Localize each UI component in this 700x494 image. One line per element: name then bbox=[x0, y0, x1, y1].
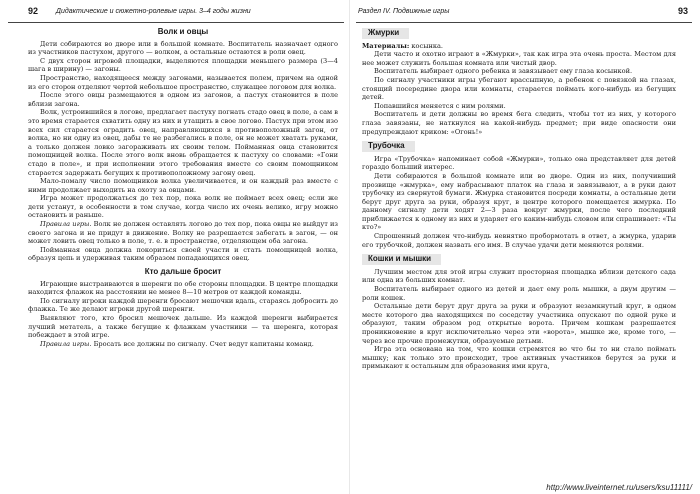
left-running-title: Дидактические и сюжетно-ролевые игры. 3–4 годы жизни bbox=[56, 7, 251, 15]
materials-label: Материалы: bbox=[362, 41, 410, 50]
paragraph: Попавшийся меняется с ним ролями. bbox=[374, 101, 506, 110]
paragraph: Дети собираются в большой комнате или во дворе. Один из них, получивший прозвище «жмурка», ему набрасывают платок на глаза и завязывают, а в руки дают трубочку из свернутой бумаги. Жмурка становится посреди комнаты, а остальные дети берут друг друга за руки, образуя круг, в центре которого помещается жмурка. По данному сигналу дети ходят 2—3 раза вокруг жмурки, после чего последний приближается к одному из них и ударяет его каким-нибудь словом или спрашивает: «Ты кто?» bbox=[362, 171, 676, 232]
left-running-head bbox=[8, 0, 344, 23]
rules-text: Волк не должен оставлять логово до тех пор, пока овцы не выйдут из своего загона и не придут в движение. Волку не разрешается забегать в загон, — он может ловить овец только в поле, т. е. в пространстве, отделяющем оба загона. bbox=[28, 220, 338, 246]
paragraph: Спрошенный должен что-нибудь невнятно пробормотать в ответ, а жмурка, ударив его трубочкой, должен назвать его имя. В случае удачи дети меняются ролями. bbox=[362, 232, 676, 249]
paragraph: Игра «Трубочка» напоминает собой «Жмурки», только она представляет для детей гораздо больший интерес. bbox=[362, 154, 676, 172]
right-running-title: Раздел IV. Подвижные игры bbox=[358, 7, 450, 15]
paragraph: Волк, устроившийся в логове, предлагает пастуху погнать стадо овец в поле, а сам в это время старается схватить одну из них и утащить в свое логово. Пастух при этом изо всех сил старается оградить овец, направляющихся в противоположный загон, от волка, но ни одну из овец, дабы те не разбегались в поле, он не может хватать руками, а только должен ловко загораживать их своим телом. Пойманная овца становится помощницей волка. После этого волк вновь обращается к пастуху со словами: «Гони стадо в поле», и при исполнении этого требования вместе со своим помощником старается задержать бегущих к противоположному загону овец. bbox=[28, 108, 338, 177]
section-title-cats-and-mice: Кошки и мышки bbox=[362, 254, 676, 265]
paragraph: Лучшим местом для этой игры служит просторная площадка вблизи детского сада или одна из больших комнат. bbox=[362, 267, 676, 285]
left-page-body bbox=[8, 28, 344, 348]
rules-text: Бросать все должны по сигналу. Счет ведут капитаны команд. bbox=[91, 339, 314, 348]
right-page-body bbox=[356, 28, 692, 371]
paragraph: Дети часто и охотно играют в «Жмурки», так как игра эта очень проста. Местом для нее может служить большая комната или чистый двор. bbox=[362, 50, 676, 67]
section-title-wolf-and-sheep: Волк и овцы bbox=[157, 27, 209, 36]
right-running-head bbox=[356, 0, 692, 23]
paragraph: Выявляют того, кто бросил мешочек дальше. Из каждой шеренги выбирается лучший метатель, а также бегущие к флажкам участники — та шеренга, которая побеждает в этой игре. bbox=[28, 314, 338, 340]
paragraph: Пойманная овца должна покориться своей участи и стать помощницей волка, образуя цепь и удерживая таким образом попадающихся овец. bbox=[28, 245, 338, 263]
rules-label: Правила игры. bbox=[40, 220, 92, 229]
paragraph: Воспитатель и дети должны во время бега следить, чтобы тот из них, у которого глаза завязаны, не наткнулся на какой-нибудь предмет; при виде опасности они предупреждают криком: «Огонь!» bbox=[362, 110, 676, 136]
paragraph: По сигналу игроки каждой шеренги бросают мешочки вдаль, стараясь добросить до флажка. Те же делают игроки другой шеренги. bbox=[28, 296, 338, 314]
paragraph: По сигналу участники игры убегают врассыпную, а ребенок с повязкой на глазах, стоящий посередине двора или комнаты, старается поймать кого-нибудь из бегущих детей. bbox=[362, 75, 676, 102]
paragraph: Игра эта основана на том, что кошки стремятся во что бы то ни стало поймать мышку; как только это происходит, трое активных участников берутся за руки и примыкают к остальным для образования ими круга, bbox=[362, 345, 676, 371]
section-title-tube: Трубочка bbox=[362, 141, 676, 152]
left-page bbox=[8, 0, 344, 494]
paragraph: С двух сторон игровой площадки, выделяются площадки меньшего размера (3—4 шага в ширину) — загоны. bbox=[28, 56, 338, 74]
watermark-url: http://www.liveinternet.ru/users/ksu11111/ bbox=[546, 483, 692, 492]
paragraph: Пространство, находящееся между загонами, называется полем, причем на одной из его сторон отделяют чертой небольшое пространство, служащее логовом для волка. bbox=[28, 73, 338, 91]
section-title-who-throws-further: Кто дальше бросит bbox=[144, 267, 222, 277]
rules-label: Правила игры. bbox=[40, 339, 92, 348]
rules-paragraph bbox=[28, 340, 338, 349]
paragraph: Воспитатель выбирает одного ребенка и завязывает ему глаза косынкой. bbox=[374, 67, 633, 76]
paragraph: Игра может продолжаться до тех пор, пока волк не поймает всех овец; если же дети устанут, в особенности в том случае, когда число их очень велико, игру можно остановить и раньше. bbox=[28, 194, 338, 220]
left-page-number: 92 bbox=[28, 6, 39, 16]
materials-line bbox=[362, 42, 676, 51]
paragraph: Мало-помалу число помощников волка увеличивается, и он каждый раз вместе с ними продолжает выходить на охоту за овцами. bbox=[28, 177, 338, 194]
page-gutter bbox=[349, 0, 350, 494]
paragraph: Играющие выстраиваются в шеренги по обе стороны площадки. В центре площадки находится флажок на расстоянии не менее 8—10 метров от каждой команды. bbox=[28, 279, 338, 297]
paragraph: После этого овцы размещаются в одном из загонов, а пастух становится в поле вблизи загона. bbox=[28, 91, 338, 108]
rules-paragraph bbox=[28, 220, 338, 246]
right-page-number: 93 bbox=[677, 6, 688, 16]
paragraph: Дети собираются во дворе или в большой комнате. Воспитатель назначает одного из участников пастухом, другого — волком, а остальные остаются в роли овец. bbox=[28, 39, 338, 57]
right-page bbox=[356, 0, 692, 494]
paragraph: Остальные дети берут друг друга за руки и образуют незамкнутый круг, в одном месте которого два находящихся по соседству участника опускают по одной руке и образуют, таким образом род открытые ворота. Причем кошкам разрешается проникновение в круг исключительно через эти «ворота», мышке же, кроме того, — через все прочие промежутки, образуемые детьми. bbox=[362, 302, 676, 345]
paragraph: Воспитатель выбирает одного из детей и дает ему роль мышки, а двум другим — роли кошек. bbox=[362, 285, 676, 302]
materials-value: косынка. bbox=[409, 41, 443, 50]
section-title-blind-mans-buff: Жмурки bbox=[362, 28, 676, 39]
